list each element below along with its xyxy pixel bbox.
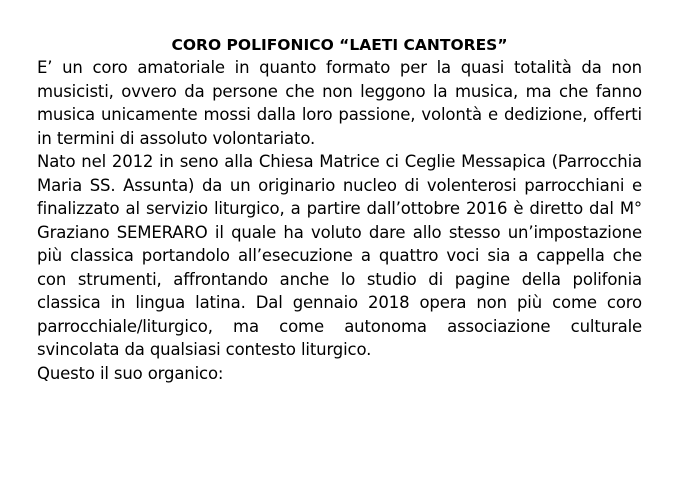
paragraph-history: Nato nel 2012 in seno alla Chiesa Matrice ci Ceglie Messapica (Parrocchia Maria SS. Assunta) da un originario nucleo di volenterosi parrocchiani e finalizzato al servizio liturgico, a partire dall’ottobre 2016 è diretto dal M° Graziano SEMERARO il quale ha voluto dare allo stesso un’impostazione più classica portandolo all’esecuzione a quattro voci sia a cappella che con strumenti, affrontando anche lo studio di pagine della polifonia classica in lingua latina. Dal gennaio 2018 opera non più come coro parrocchiale/liturgico, ma come autonoma associazione culturale svincolata da qualsiasi contesto liturgico.	[37, 152, 642, 359]
paragraph-ensemble-lead: Questo il suo organico:	[37, 363, 224, 383]
document-title: CORO POLIFONICO “LAETI CANTORES”	[171, 36, 508, 54]
paragraph-intro: E’ un coro amatoriale in quanto formato per la quasi totalità da non musicisti, ovvero da persone che non leggono la musica, ma che fanno musica unicamente mossi dalla loro passione, volontà e dedizione, offerti in termini di assoluto volontariato.	[37, 58, 642, 148]
